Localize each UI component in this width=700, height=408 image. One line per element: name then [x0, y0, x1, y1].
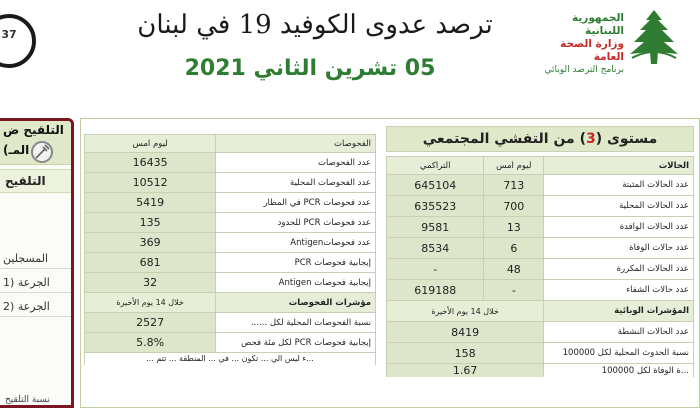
- vaccination-subheader: التلقيح: [0, 169, 74, 193]
- section-label: المؤشرات الوبائية: [544, 301, 694, 322]
- row-label: إيجابية فحوصات PCR: [216, 253, 376, 273]
- section-label: مؤشرات الفحوصات: [216, 293, 376, 313]
- row-day-value: 48: [484, 259, 544, 280]
- table-row: [85, 333, 376, 353]
- row-day-value: 6: [484, 238, 544, 259]
- row-label: ...ة الوفاة لكل 100000: [544, 364, 694, 378]
- row-label: عدد الفحوصات: [216, 153, 376, 173]
- row-value: 10512: [85, 173, 216, 193]
- row-label: عدد فحوصات PCR في المطار: [216, 193, 376, 213]
- row-value: 8419: [387, 322, 544, 343]
- row-value: 5.8%: [85, 333, 216, 353]
- row-label: عدد الحالات النشطة: [544, 322, 694, 343]
- table-row: [85, 313, 376, 333]
- vaccination-rate-label: نسبة التلقيح: [5, 395, 50, 405]
- row-label: عدد فحوصات PCR للحدود: [216, 213, 376, 233]
- table-row: [387, 364, 694, 378]
- row-label: إيجابية فحوصات Antigen: [216, 273, 376, 293]
- table-row: [85, 253, 376, 273]
- row-cum-value: 8534: [387, 238, 484, 259]
- tests-header-label: الفحوصات: [216, 135, 376, 153]
- row-label: عدد الحالات المثبتة: [544, 175, 694, 196]
- ministry-logo-text: الجمهورية اللبنانية وزارة الصحة العامة برنامج الترصد الوبائي: [544, 12, 624, 75]
- row-value: 2527: [85, 313, 216, 333]
- table-row: [387, 196, 694, 217]
- row-label: عدد حالات الشفاء: [544, 280, 694, 301]
- table-row: [85, 213, 376, 233]
- row-cum-value: -: [387, 259, 484, 280]
- vaccination-subtitle: (المـ: [3, 143, 30, 157]
- vaccination-row: المسجلين: [0, 249, 74, 269]
- row-day-value: -: [484, 280, 544, 301]
- col-header-cases: الحالات: [544, 157, 694, 175]
- section-header-row: [387, 301, 694, 322]
- col-header-cumulative: التراكمي: [387, 157, 484, 175]
- row-value: 1.67: [387, 364, 544, 378]
- table-row: [387, 280, 694, 301]
- vaccination-title: التلقيح ض: [3, 123, 64, 137]
- row-value: 158: [387, 343, 544, 364]
- row-day-value: 713: [484, 175, 544, 196]
- row-label: عدد حالات الوفاة: [544, 238, 694, 259]
- table-row: [85, 193, 376, 213]
- row-cum-value: 619188: [387, 280, 484, 301]
- row-day-value: 13: [484, 217, 544, 238]
- vaccination-header: [0, 121, 74, 165]
- row-value: 369: [85, 233, 216, 253]
- section-value: خلال 14 يوم الأخيرة: [85, 293, 216, 313]
- table-row: [387, 238, 694, 259]
- section-header-row: [85, 293, 376, 313]
- truncated-note: ...ء ليس الي ... تكون ... في ... المنطقة ... تتم ...: [85, 353, 376, 365]
- row-label: إيجابية فحوصات PCR لكل مئة فحص: [216, 333, 376, 353]
- row-value: 16435: [85, 153, 216, 173]
- table-row: [85, 233, 376, 253]
- table-header-row: [387, 157, 694, 175]
- row-label: عدد الحالات الوافدة: [544, 217, 694, 238]
- cedar-logo-icon: [624, 6, 684, 68]
- cases-table: [386, 156, 694, 377]
- tests-header-value: ليوم امس: [85, 135, 216, 153]
- row-value: 681: [85, 253, 216, 273]
- row-label: عدد فحوصاتAntigen: [216, 233, 376, 253]
- table-row: [85, 173, 376, 193]
- count-badge: 37: [0, 14, 36, 68]
- row-label: نسبة الحدوث المحلية لكل 100000: [544, 343, 694, 364]
- row-day-value: 700: [484, 196, 544, 217]
- vaccination-row: الجرعة (1: [0, 273, 74, 293]
- table-row: [85, 273, 376, 293]
- section-value: خلال 14 يوم الأخيرة: [387, 301, 544, 322]
- row-value: 135: [85, 213, 216, 233]
- syringe-icon: [31, 141, 53, 163]
- page-title: ترصد عدوى الكوفيد 19 في لبنان: [137, 10, 493, 40]
- table-row: [387, 322, 694, 343]
- row-value: 32: [85, 273, 216, 293]
- report-date: 05 تشرين الثاني 2021: [184, 56, 436, 81]
- row-value: 5419: [85, 193, 216, 213]
- community-title: مستوى (3) من التفشي المجتمعي: [386, 126, 694, 152]
- vaccination-row: الجرعة (2: [0, 297, 74, 317]
- table-row: [387, 217, 694, 238]
- tests-table: [84, 134, 376, 365]
- table-row: [85, 153, 376, 173]
- table-row: [387, 343, 694, 364]
- table-row: [85, 353, 376, 365]
- row-label: عدد الحالات المحلية: [544, 196, 694, 217]
- row-cum-value: 9581: [387, 217, 484, 238]
- table-row: [387, 175, 694, 196]
- col-header-yesterday: ليوم امس: [484, 157, 544, 175]
- row-label: عدد الفحوصات المحلية: [216, 173, 376, 193]
- table-row: [387, 259, 694, 280]
- vaccination-panel: [0, 118, 74, 408]
- row-cum-value: 635523: [387, 196, 484, 217]
- row-label: نسبة الفحوصات المحلية لكل ......: [216, 313, 376, 333]
- table-header-row: [85, 135, 376, 153]
- row-label: عدد الحالات المكررة: [544, 259, 694, 280]
- row-cum-value: 645104: [387, 175, 484, 196]
